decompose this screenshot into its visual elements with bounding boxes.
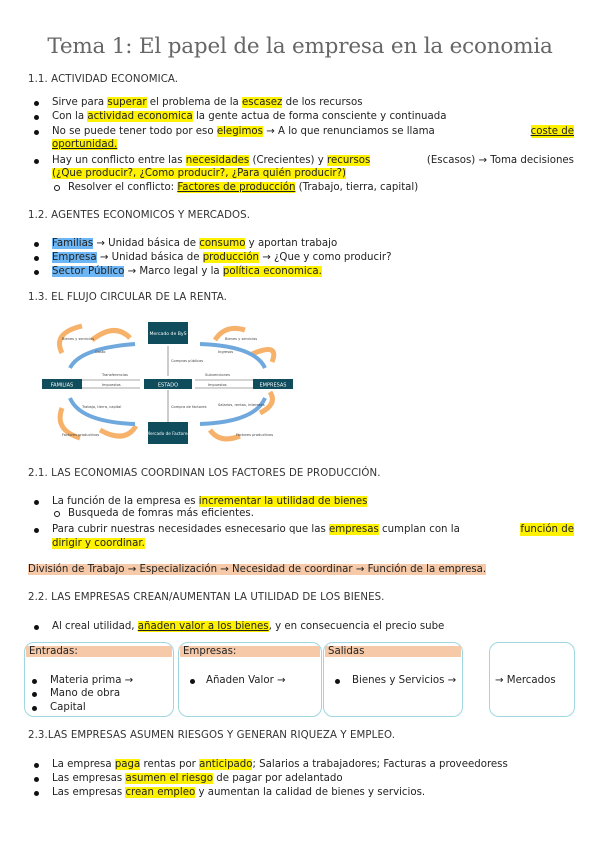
salidas-heading: Salidas — [325, 646, 461, 657]
label-mercado-bys: Mercado de ByS — [149, 332, 187, 337]
blue-arrow — [200, 344, 265, 368]
s23-bullet-2: Las empresas asumen el riesgo de pagar por adelantado — [52, 773, 343, 784]
flow-label: Compra de factores — [171, 405, 207, 409]
empresas-item: Añaden Valor → — [206, 675, 286, 686]
bullet-dot — [34, 242, 39, 247]
orange-arrow — [92, 330, 130, 340]
bullet-dot — [34, 528, 39, 533]
circular-flow-diagram — [40, 318, 295, 448]
s12-bullet-1: Familias → Unidad básica de consumo y aportan trabajo — [52, 238, 338, 249]
bullet-dot — [34, 159, 39, 164]
sub-bullet-circle — [54, 511, 60, 517]
flow-label: Gasto — [95, 350, 106, 354]
bullet-dot — [335, 679, 340, 684]
label-estado: ESTADO — [157, 382, 179, 389]
flow-label: Transferencias — [102, 373, 128, 377]
flow-label: Salarios, rentas, intereses — [218, 403, 265, 407]
bullet-dot — [34, 256, 39, 261]
section-heading-1-2: 1.2. AGENTES ECONOMICOS Y MERCADOS. — [28, 210, 251, 221]
bullet-dot — [32, 706, 37, 711]
s11-bullet-4: Hay un conflicto entre las necesidades (Crecientes) y recursos (Escasos) → Toma decisiones — [52, 155, 574, 166]
bullet-dot — [190, 679, 195, 684]
s11-bullet-3-cont: oportunidad. — [52, 139, 118, 150]
entradas-item: Mano de obra — [50, 688, 121, 699]
bullet-dot — [32, 679, 37, 684]
s11-bullet-3: No se puede tener todo por eso elegimos → A lo que renunciamos se llama coste de — [52, 126, 574, 137]
mercados-item: → Mercados — [495, 675, 556, 686]
label-familias: FAMILIAS — [50, 382, 74, 389]
s23-bullet-3: Las empresas crean empleo y aumentan la calidad de bienes y servicios. — [52, 787, 426, 798]
entradas-item: Capital — [50, 702, 86, 713]
flow-label: Subvenciones — [205, 373, 230, 377]
s11-bullet-1: Sirve para superar el problema de la escasez de los recursos — [52, 97, 363, 108]
flow-label: Impuestos — [102, 383, 121, 387]
s21-bullet-1: La función de la empresa es incrementar la utilidad de bienes — [52, 496, 368, 507]
bullet-dot — [34, 130, 39, 135]
label-empresas: EMPRESAS — [259, 382, 287, 389]
bullet-dot — [34, 791, 39, 796]
flow-label: Bienes y servicios — [225, 337, 258, 341]
blue-arrow — [70, 398, 135, 424]
s12-bullet-2: Empresa → Unidad básica de producción → ¿Que y como producir? — [52, 252, 392, 263]
s11-sub-bullet: Resolver el conflicto: Factores de producción (Trabajo, tierra, capital) — [68, 182, 419, 193]
flow-label: Impuestos — [208, 383, 227, 387]
section-heading-1-1: 1.1. ACTIVIDAD ECONOMICA. — [28, 74, 179, 85]
page-title: Tema 1: El papel de la empresa en la economia — [47, 34, 553, 59]
bullet-dot — [32, 692, 37, 697]
bullet-dot — [34, 763, 39, 768]
section-heading-2-1: 2.1. LAS ECONOMIAS COORDINAN LOS FACTORES DE PRODUCCIÓN. — [28, 468, 381, 479]
flow-label: Trabajo, tierra, capital — [82, 405, 122, 409]
entradas-item: Materia prima → — [50, 675, 134, 686]
s12-bullet-3: Sector Público → Marco legal y la política economica. — [52, 266, 322, 277]
s21-bullet-2: Para cubrir nuestras necesidades esnecesario que las empresas cumplan con la función de — [52, 524, 574, 535]
s21-bullet-2-cont: dirigir y coordinar. — [52, 538, 145, 549]
s21-sub-bullet: Busqueda de fomras más eficientes. — [68, 508, 254, 519]
bullet-dot — [34, 270, 39, 275]
flow-label: Factores productivos — [236, 433, 274, 437]
section-heading-2-2: 2.2. LAS EMPRESAS CREAN/AUMENTAN LA UTILIDAD DE LOS BIENES. — [28, 592, 385, 603]
flow-label: Compras públicas — [171, 359, 204, 363]
flow-label: Bienes y servicios — [62, 337, 95, 341]
flow-label: Factores productivos — [62, 433, 100, 437]
label-mercado-factores: Mercado de Factores — [146, 431, 190, 436]
sub-bullet-circle — [54, 185, 60, 191]
section-heading-2-3: 2.3.LAS EMPRESAS ASUMEN RIESGOS Y GENERAN RIQUEZA Y EMPLEO. — [28, 730, 396, 741]
bullet-dot — [34, 115, 39, 120]
bullet-dot — [34, 777, 39, 782]
s22-bullet-1: Al creal utilidad, añaden valor a los bienes, y en consecuencia el precio sube — [52, 621, 445, 632]
blue-arrow — [70, 344, 135, 368]
bullet-dot — [34, 500, 39, 505]
s11-bullet-4-cont: (¿Que producir?, ¿Como producir?, ¿Para quién producir?) — [52, 168, 347, 179]
blue-arrow — [200, 398, 265, 424]
division-trabajo-chain: División de Trabajo → Especialización → Necesidad de coordinar → Función de la empresa. — [28, 564, 487, 575]
empresas-heading: Empresas: — [180, 646, 320, 657]
entradas-heading: Entradas: — [26, 646, 172, 657]
bullet-dot — [34, 625, 39, 630]
flow-label: Ingresos — [218, 350, 234, 354]
s11-bullet-2: Con la actividad economica la gente actua de forma consciente y continuada — [52, 111, 447, 122]
s23-bullet-1: La empresa paga rentas por anticipado; Salarios a trabajadores; Facturas a proveedoress — [52, 759, 508, 770]
bullet-dot — [34, 101, 39, 106]
section-heading-1-3: 1.3. EL FLUJO CIRCULAR DE LA RENTA. — [28, 292, 227, 303]
orange-arrow — [100, 426, 136, 436]
salidas-item: Bienes y Servicios → — [352, 675, 457, 686]
